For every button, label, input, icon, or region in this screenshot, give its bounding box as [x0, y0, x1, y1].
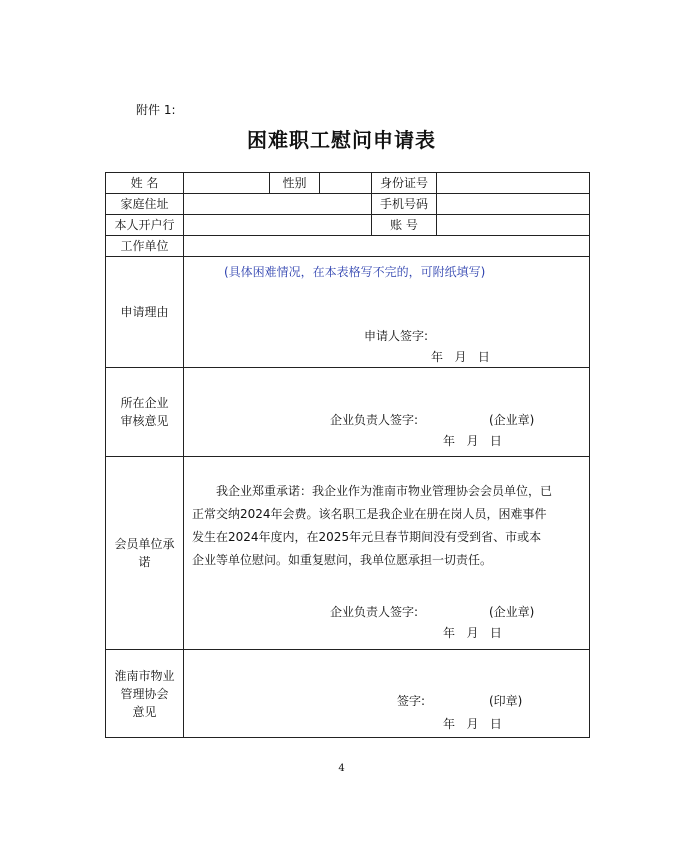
- company-seal-label: (企业章): [489, 413, 535, 427]
- pledge-signature-label: 企业负责人签字:: [330, 605, 419, 619]
- association-date: 年 月 日: [443, 717, 502, 731]
- company-review-label: [106, 368, 184, 457]
- reason-label: 申请理由: [106, 257, 184, 368]
- gender-label: 性别: [270, 173, 320, 194]
- attachment-label: 附件 1:: [136, 103, 176, 117]
- address-field[interactable]: [184, 194, 372, 215]
- member-pledge-field: [184, 457, 590, 650]
- row-company-review: [106, 368, 590, 457]
- association-label-line2: 管理协会: [120, 686, 169, 701]
- bank-label: 本人开户行: [106, 215, 184, 236]
- account-field[interactable]: [437, 215, 590, 236]
- page-number: 4: [338, 763, 345, 774]
- row-association-opinion: [106, 650, 590, 738]
- id-number-field[interactable]: [437, 173, 590, 194]
- reason-field[interactable]: [184, 257, 590, 368]
- member-pledge-label-line2: 诺: [138, 555, 151, 569]
- name-label: 姓 名: [106, 173, 184, 194]
- name-field[interactable]: [184, 173, 270, 194]
- employer-field[interactable]: [184, 236, 590, 257]
- company-review-field[interactable]: [184, 368, 590, 457]
- applicant-date: 年 月 日: [431, 350, 490, 364]
- association-signature-label: 签字:: [397, 694, 426, 708]
- association-label-line1: 淮南市物业: [114, 668, 175, 683]
- id-number-label: 身份证号: [372, 173, 437, 194]
- row-address-phone: [106, 194, 590, 215]
- row-reason: [106, 257, 590, 368]
- member-pledge-label-line1: 会员单位承: [114, 537, 175, 551]
- pledge-text: 我企业郑重承诺：我企业作为淮南市物业管理协会会员单位，已正常交纳2024年会费。该名职工是我企业在册在岗人员，困难事件发生在2024年度内，在2025年元旦春节期间没有受到省、市或本企业等单位慰问。如重复慰问，我单位愿承担一切责任。: [192, 484, 553, 567]
- association-opinion-label: [106, 650, 184, 738]
- association-seal-label: (印章): [489, 694, 523, 708]
- address-label: 家庭住址: [106, 194, 184, 215]
- association-label-line3: 意见: [132, 704, 157, 719]
- gender-field[interactable]: [320, 173, 372, 194]
- pledge-date: 年 月 日: [443, 626, 502, 640]
- phone-label: 手机号码: [372, 194, 437, 215]
- row-name-gender-id: [106, 173, 590, 194]
- row-employer: [106, 236, 590, 257]
- pledge-seal-label: (企业章): [489, 605, 535, 619]
- phone-field[interactable]: [437, 194, 590, 215]
- row-member-pledge: [106, 457, 590, 650]
- employer-label: 工作单位: [106, 236, 184, 257]
- member-pledge-label: [106, 457, 184, 650]
- company-review-label-line1: 所在企业: [120, 396, 169, 410]
- applicant-signature-label: 申请人签字:: [364, 329, 429, 343]
- association-opinion-field[interactable]: [184, 650, 590, 738]
- row-bank-account: [106, 215, 590, 236]
- company-signature-label: 企业负责人签字:: [330, 413, 419, 427]
- form-title: 困难职工慰问申请表: [247, 128, 436, 152]
- application-form-table: [105, 172, 590, 738]
- account-label: 账 号: [372, 215, 437, 236]
- company-date: 年 月 日: [443, 434, 502, 448]
- bank-field[interactable]: [184, 215, 372, 236]
- company-review-label-line2: 审核意见: [120, 414, 169, 428]
- reason-note: (具体困难情况，在本表格写不完的，可附纸填写): [224, 265, 486, 279]
